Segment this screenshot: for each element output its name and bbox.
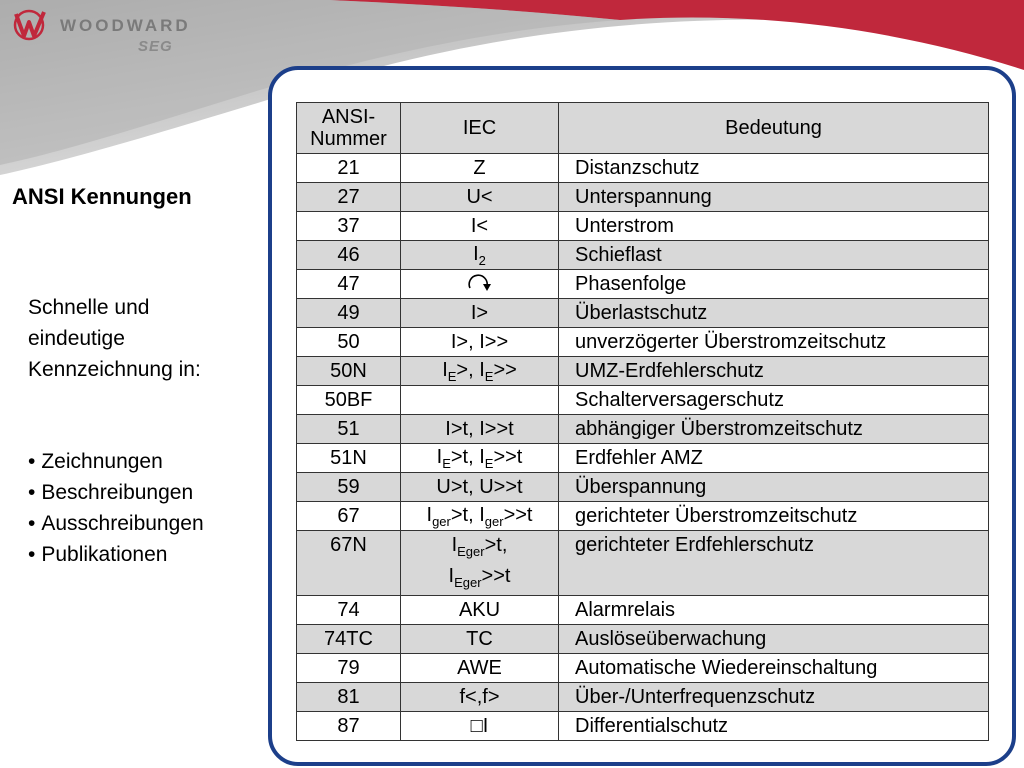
bullet-item: • Beschreibungen xyxy=(28,477,204,508)
cell-ansi-number: 59 xyxy=(297,473,401,502)
iec-text: I xyxy=(473,242,479,265)
iec-text: >t, xyxy=(484,534,508,556)
table-row xyxy=(297,531,989,596)
iec-text: I>t, I>>t xyxy=(445,417,514,440)
cell-ansi-number: 67 xyxy=(297,502,401,531)
iec-subscript: 2 xyxy=(478,252,486,268)
table-row xyxy=(297,654,989,683)
brand-sub: SEG xyxy=(138,38,173,55)
table-row xyxy=(297,625,989,654)
cell-iec xyxy=(401,712,559,741)
iec-text: I xyxy=(448,565,455,587)
cell-meaning: Phasenfolge xyxy=(559,270,989,299)
cell-meaning: Automatische Wiedereinschaltung xyxy=(559,654,989,683)
cell-ansi-number: 67N xyxy=(297,531,401,596)
header-ansi-number: ANSI-Nummer xyxy=(297,103,401,154)
iec-text: I>, I>> xyxy=(450,330,509,353)
cell-ansi-number: 50N xyxy=(297,357,401,386)
cell-ansi-number: 46 xyxy=(297,241,401,270)
cell-iec xyxy=(401,683,559,712)
cell-ansi-number: 87 xyxy=(297,712,401,741)
table-row xyxy=(297,183,989,212)
cell-iec xyxy=(401,473,559,502)
table-row xyxy=(297,241,989,270)
cell-meaning: Überlastschutz xyxy=(559,299,989,328)
table-row xyxy=(297,270,989,299)
cell-iec xyxy=(401,357,559,386)
cell-ansi-number: 50BF xyxy=(297,386,401,415)
iec-subscript: ger xyxy=(484,513,504,529)
iec-text: I> xyxy=(470,301,489,324)
bullet-item: • Ausschreibungen xyxy=(28,508,204,539)
cell-iec xyxy=(401,241,559,270)
iec-text: >t, I xyxy=(450,445,485,468)
table-body xyxy=(297,154,989,741)
page-title: ANSI Kennungen xyxy=(12,184,192,209)
woodward-logo xyxy=(10,6,210,56)
iec-text: f<,f> xyxy=(459,685,500,708)
iec-text: TC xyxy=(466,627,493,650)
iec-text: I xyxy=(451,534,458,556)
iec-text: I xyxy=(442,358,448,381)
iec-text: >>t xyxy=(481,565,511,587)
cell-meaning: Schalterversagerschutz xyxy=(559,386,989,415)
table-row xyxy=(297,502,989,531)
cell-meaning: Erdfehler AMZ xyxy=(559,444,989,473)
cell-meaning: Auslöseüberwachung xyxy=(559,625,989,654)
cell-ansi-number: 51 xyxy=(297,415,401,444)
table-row xyxy=(297,357,989,386)
cell-iec xyxy=(401,415,559,444)
cell-meaning: Überspannung xyxy=(559,473,989,502)
cell-iec xyxy=(401,502,559,531)
iec-text: U< xyxy=(466,185,493,208)
cell-ansi-number: 49 xyxy=(297,299,401,328)
table-row xyxy=(297,386,989,415)
cell-ansi-number: 51N xyxy=(297,444,401,473)
cell-iec xyxy=(401,183,559,212)
iec-subscript: E xyxy=(442,455,451,471)
cell-iec xyxy=(401,328,559,357)
iec-subscript: E xyxy=(447,368,457,384)
cell-ansi-number: 37 xyxy=(297,212,401,241)
cell-meaning: Unterstrom xyxy=(559,212,989,241)
cell-meaning: abhängiger Überstromzeitschutz xyxy=(559,415,989,444)
cell-ansi-number: 74TC xyxy=(297,625,401,654)
intro-text: Schnelle und eindeutige Kennzeichnung in: xyxy=(28,296,201,381)
rotation-arrow-icon xyxy=(465,274,495,294)
cell-iec xyxy=(401,654,559,683)
iec-text: I xyxy=(426,503,433,526)
cell-iec xyxy=(401,596,559,625)
table-row xyxy=(297,154,989,183)
cell-ansi-number: 74 xyxy=(297,596,401,625)
table-header-row xyxy=(297,103,989,154)
iec-text: I xyxy=(436,445,443,468)
table-row xyxy=(297,683,989,712)
table-row xyxy=(297,473,989,502)
cell-iec xyxy=(401,625,559,654)
iec-text: AWE xyxy=(457,656,502,679)
cell-iec xyxy=(401,212,559,241)
cell-ansi-number: 47 xyxy=(297,270,401,299)
iec-text: Z xyxy=(473,156,486,179)
cell-meaning: Unterspannung xyxy=(559,183,989,212)
cell-meaning: Alarmrelais xyxy=(559,596,989,625)
cell-ansi-number: 50 xyxy=(297,328,401,357)
cell-ansi-number: 79 xyxy=(297,654,401,683)
iec-text: □I xyxy=(470,714,489,737)
ansi-table xyxy=(296,102,989,741)
bullet-list xyxy=(28,446,204,570)
iec-subscript: ger xyxy=(432,513,451,529)
bullet-item: • Publikationen xyxy=(28,539,204,570)
iec-subscript: E xyxy=(484,455,494,471)
iec-text: U>t, U>>t xyxy=(436,475,523,498)
cell-ansi-number: 27 xyxy=(297,183,401,212)
header-iec: IEC xyxy=(401,103,559,154)
cell-iec xyxy=(401,154,559,183)
cell-meaning: gerichteter Erdfehlerschutz xyxy=(559,531,989,596)
cell-meaning: Über-/Unterfrequenzschutz xyxy=(559,683,989,712)
iec-text: >t, I xyxy=(450,503,485,526)
table-row xyxy=(297,328,989,357)
cell-iec xyxy=(401,444,559,473)
cell-ansi-number: 21 xyxy=(297,154,401,183)
table-row xyxy=(297,712,989,741)
cell-meaning: Distanzschutz xyxy=(559,154,989,183)
cell-iec xyxy=(401,386,559,415)
iec-text: >>t xyxy=(503,503,533,526)
iec-text: >>t xyxy=(493,445,523,468)
woodward-logo-mark-icon xyxy=(10,8,50,42)
iec-subscript: Eger xyxy=(457,544,485,559)
cell-iec xyxy=(401,299,559,328)
table-row xyxy=(297,299,989,328)
brand-name: WOODWARD xyxy=(60,16,191,35)
iec-text: I< xyxy=(470,214,489,237)
iec-subscript: Eger xyxy=(454,575,482,590)
cell-ansi-number: 81 xyxy=(297,683,401,712)
iec-text: >> xyxy=(493,358,517,381)
cell-meaning: Differentialschutz xyxy=(559,712,989,741)
table-row xyxy=(297,212,989,241)
cell-meaning: gerichteter Überstromzeitschutz xyxy=(559,502,989,531)
iec-subscript: E xyxy=(484,368,494,384)
table-row xyxy=(297,444,989,473)
cell-meaning: unverzögerter Überstromzeitschutz xyxy=(559,328,989,357)
table-row xyxy=(297,415,989,444)
table-row xyxy=(297,596,989,625)
cell-iec xyxy=(401,531,559,596)
iec-text: AKU xyxy=(458,598,501,621)
cell-meaning: UMZ-Erdfehlerschutz xyxy=(559,357,989,386)
bullet-item: • Zeichnungen xyxy=(28,446,204,477)
iec-text: >, I xyxy=(456,358,485,381)
header-meaning: Bedeutung xyxy=(559,103,989,154)
cell-iec xyxy=(401,270,559,299)
cell-meaning: Schieflast xyxy=(559,241,989,270)
